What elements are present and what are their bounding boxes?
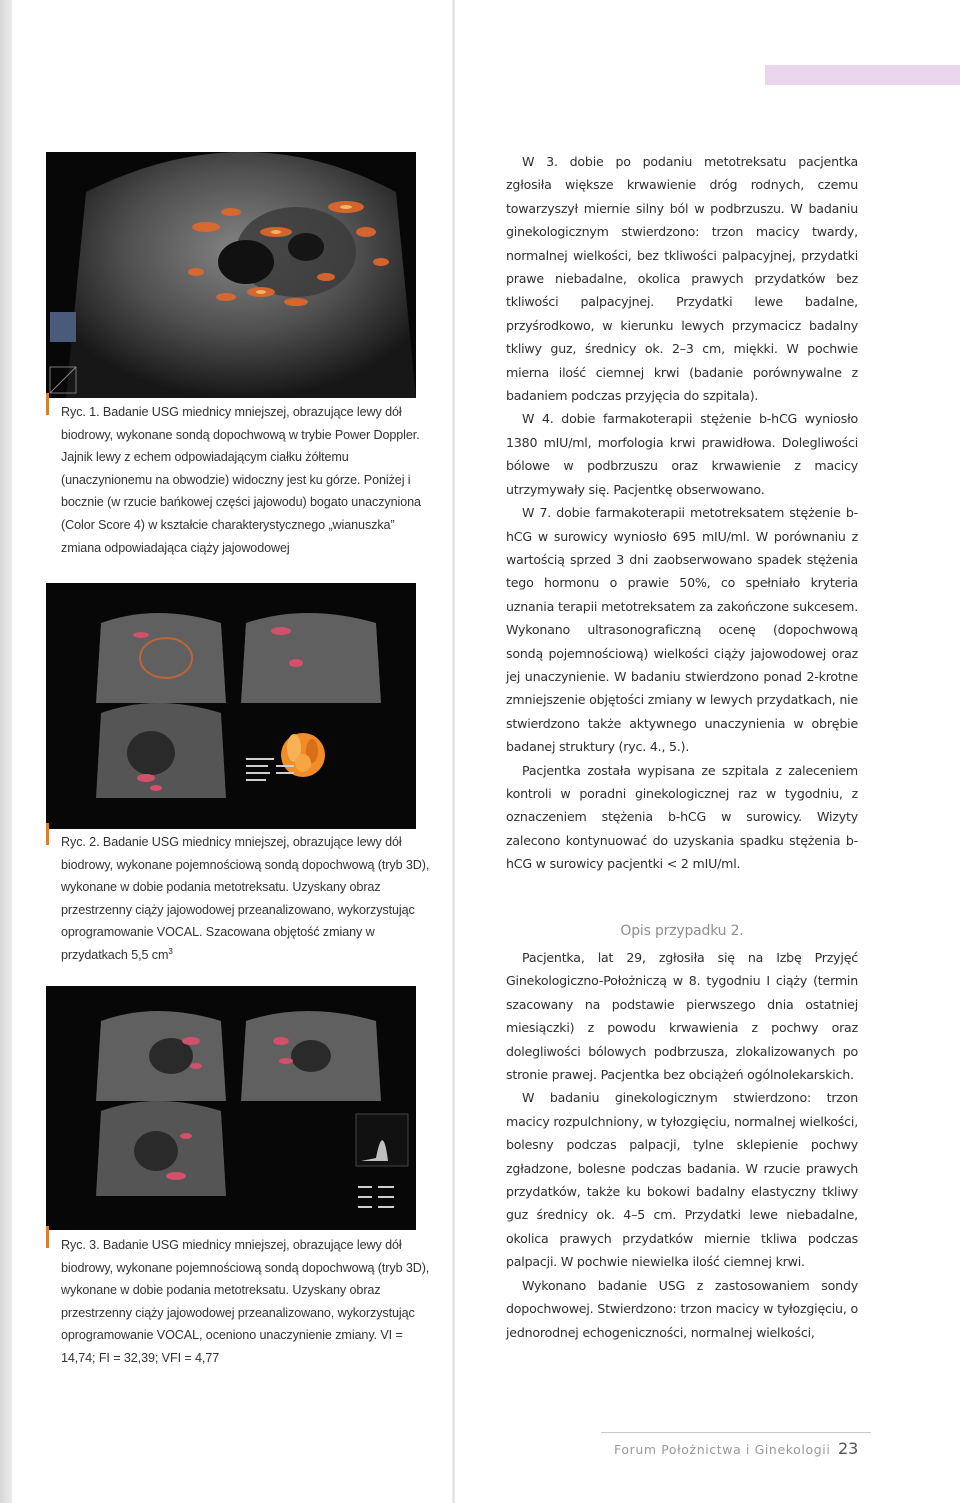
column-gutter bbox=[452, 0, 455, 1503]
caption-marker bbox=[46, 823, 49, 845]
body-text-column-bottom bbox=[506, 946, 858, 1344]
paragraph: W 7. dobie farmakoterapii metotreksatem stężenie b-hCG w surowicy wyniosło 695 mIU/ml. W porównaniu z wartością sprzed 3 dni zaobserwowano spadek stężenia tego hormonu o prawie 50%, co spełniało kryteria uznania terapii metotreksatem za zakończone sukcesem. Wykonano ultrasonograficzną ocenę (dopochwową sondą pojemnościową) wielkości ciąży jajowodowej oraz jej unaczynienie. W badaniu stwierdzono ponad 2-krotne zmniejszenie objętości zmiany w lewych przydatkach, nie stwierdzono także aktywnego unaczynienia w obrębie badanej struktury (ryc. 4., 5.). bbox=[506, 505, 858, 755]
figure-3-3d-doppler-image bbox=[46, 986, 416, 1230]
figure-2-caption-superscript: 3 bbox=[168, 946, 173, 956]
figure-2-caption bbox=[61, 831, 436, 967]
paragraph: Pacjentka została wypisana ze szpitala z zaleceniem kontroli w poradni ginekologicznej raz w tygodniu, z oznaczeniem stężenia b-hCG w surowicy. Wizyty zalecono kontynuować do uzyskania spadku stężenia b-hCG w surowicy pacjentki < 2 mIU/ml. bbox=[506, 762, 858, 872]
page-number: 23 bbox=[838, 1439, 859, 1458]
figure-1-caption: Ryc. 1. Badanie USG miednicy mniejszej, obrazujące lewy dół biodrowy, wykonane sondą dopochwową w trybie Power Doppler. Jajnik lewy z echem odpowiadającym ciałku żółtemu (unaczynionemu na obwodzie) widoczny jest ku górze. Poniżej i bocznie (w rzucie bańkowej części jajowodu) bogato unaczyniona (Color Score 4) w kształcie charakterystycznego „wianuszka” zmiana odpowiadająca ciąży jajowodowej bbox=[61, 405, 421, 555]
section-tab bbox=[765, 65, 960, 85]
paragraph: Pacjentka, lat 29, zgłosiła się na Izbę Przyjęć Ginekologiczno-Położniczą w 8. tygodniu I ciąży (termin szacowany na podstawie pierwszego dnia ostatniej miesiączki) z powodu krwawienia z pochwy oraz dolegliwości bólowych podbrzusza, zlokalizowanych po stronie prawej. Pacjentka bez obciążeń ogólnolekarskich. bbox=[506, 950, 858, 1083]
journal-name: Forum Położnictwa i Ginekologii bbox=[614, 1442, 831, 1457]
paragraph: W badaniu ginekologicznym stwierdzono: trzon macicy rozpulchniony, w tyłozgięciu, normalnej wielkości, bolesny podczas palpacji, tylne sklepienie pochwy zgładzone, bolesne podczas badania. W rzucie prawych przydatków, także ku bokowi badalny elastyczny tkliwy guz średnicy ok. 4–5 cm. Przydatki lewe niebadalne, okolica prawych przydatków miernie tkliwa podczas palpacji. W pochwie niewielka ilość ciemnej krwi. bbox=[506, 1090, 858, 1270]
footer-rule bbox=[601, 1432, 871, 1433]
caption-marker bbox=[46, 393, 49, 415]
caption-marker bbox=[46, 1226, 49, 1248]
paragraph: Wykonano badanie USG z zastosowaniem sondy dopochwowej. Stwierdzono: trzon macicy w tyłozgięciu, o jednorodnej echogeniczności, normalnej wielkości, bbox=[506, 1277, 858, 1340]
paragraph: W 3. dobie po podaniu metotreksatu pacjentka zgłosiła większe krwawienie dróg rodnych, czemu towarzyszył miernie silny ból w podbrzuszu. W badaniu ginekologicznym stwierdzono: trzon macicy twardy, normalnej wielkości, bez tkliwości palpacyjnej, przydatki prawe niebadalne, okolica prawych przydatków bez tkliwości palpacyjnej. Przydatki lewe badalne, przyśrodkowo, w kierunku lewych przymacicz badalny tkliwy guz, średnicy ok. 2–3 cm, miękki. W pochwie mierna ilość ciemnej krwi (badanie porównywalne z badaniem podczas przyjęcia do szpitala). bbox=[506, 154, 858, 404]
section-heading: Opis przypadku 2. bbox=[620, 923, 744, 939]
body-text-column-top bbox=[506, 150, 858, 876]
page-shadow bbox=[0, 0, 12, 1503]
figure-3-caption: Ryc. 3. Badanie USG miednicy mniejszej, obrazujące lewy dół biodrowy, wykonane pojemnościową sondą dopochwową (tryb 3D), wykonane w dobie podania metotreksatu. Uzyskany obraz przestrzenny ciąży jajowodowej przeanalizowano, wykorzystując oprogramowanie VOCAL, oceniono unaczynienie zmiany. VI = 14,74; FI = 32,39; VFI = 4,77 bbox=[61, 1238, 430, 1365]
figure-1-ultrasound-image bbox=[46, 152, 416, 398]
paragraph: W 4. dobie farmakoterapii stężenie b-hCG wyniosło 1380 mIU/ml, morfologia krwi prawidłowa. Dolegliwości bólowe w podbrzuszu oraz krwawienie z macicy utrzymywały się. Pacjentkę obserwowano. bbox=[506, 411, 858, 497]
figure-2-3d-ultrasound-image bbox=[46, 583, 416, 829]
figure-2-caption-text: Ryc. 2. Badanie USG miednicy mniejszej, obrazujące lewy dół biodrowy, wykonane pojemnościową sondą dopochwową (tryb 3D), wykonane w dobie podania metotreksatu. Uzyskany obraz przestrzenny ciąży jajowodowej przeanalizowano, wykorzystując oprogramowanie VOCAL. Szacowana objętość zmiany w przydatkach 5,5 cm bbox=[61, 835, 430, 962]
